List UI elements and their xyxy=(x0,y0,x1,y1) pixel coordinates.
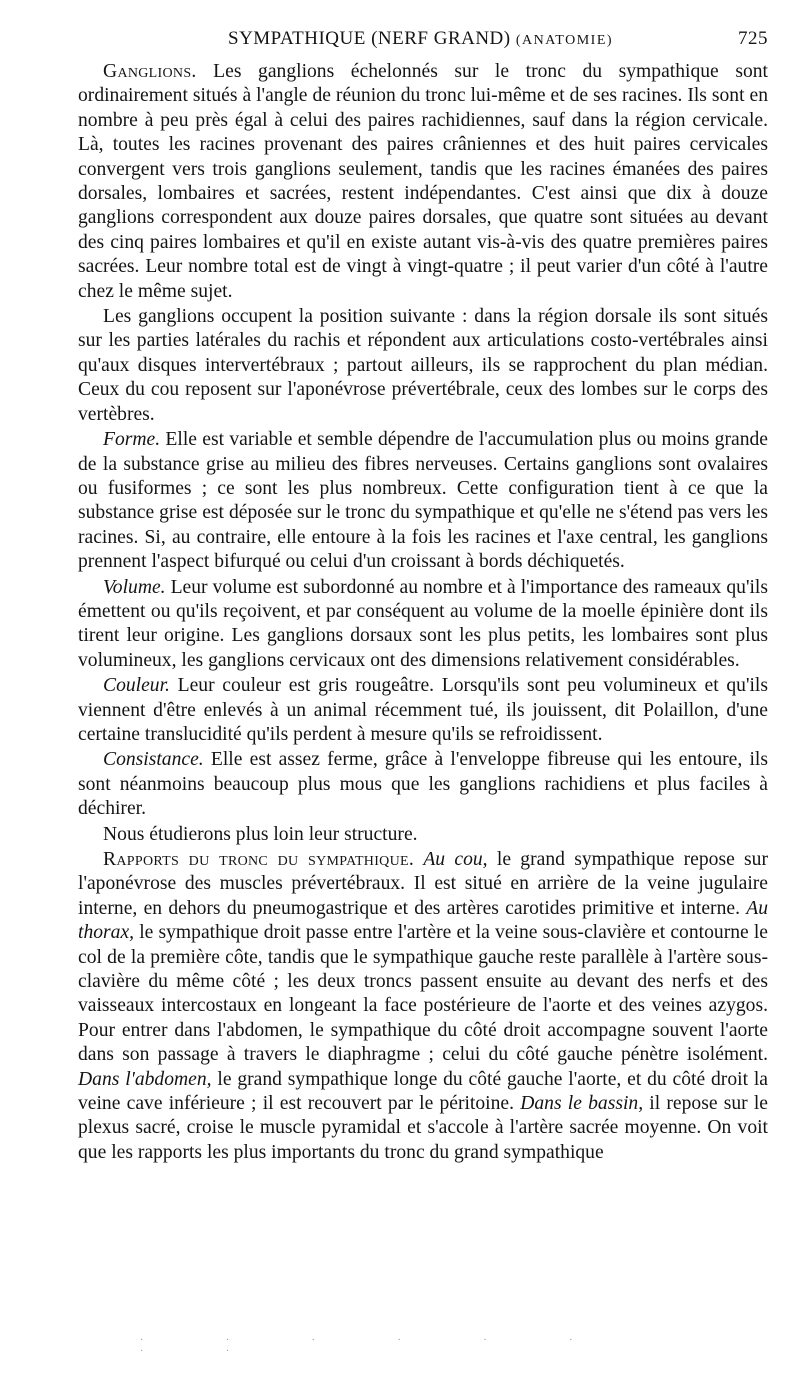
paragraph-structure xyxy=(78,823,768,847)
paragraph-text: Leur volume est subordonné au nombre et à l'importance des rameaux qu'ils émettent ou qu'ils reçoivent, et par conséquent au volume de la moelle épinière dont ils tirent leur origine. Les ganglions dorsaux sont les plus petits, les lombaires sont plus volumineux, les ganglions cervicaux ont des dimensions relativement considérables. xyxy=(78,576,768,671)
inline-lead-cou: Au cou, xyxy=(423,849,488,870)
paragraph-volume xyxy=(78,576,768,674)
subsection-lead: Couleur. xyxy=(103,675,170,697)
header-title: SYMPATHIQUE (NERF GRAND) xyxy=(228,28,511,49)
paragraph-text: Les ganglions occupent la position suivante : dans la région dorsale ils sont situés sur les parties latérales du rachis et répondent aux articulations costo-vertébrales ainsi qu'aux disques intervertébraux ; partout ailleurs, ils se rapprochent du plan médian. Ceux du cou reposent sur l'aponévrose prévertébrale, ceux des lombes sur le corps des vertèbres. xyxy=(78,306,768,425)
paragraph-text: le sympathique droit passe entre l'artère et la veine sous-clavière et contourne le col de la première côte, tandis que le sympathique gauche reste parallèle à l'artère sous-clavière du même côté ; les deux troncs passent ensuite au devant des nerfs et des vaisseaux intercostaux en longeant la face postérieure de l'aorte et des veines azygos. Pour entrer dans l'abdomen, le sympathique du côté droit accompagne souvent l'aorte dans son passage à travers le diaphragme ; celui du côté gauche pénètre isolément. xyxy=(78,922,768,1066)
running-header xyxy=(78,28,768,58)
header-title-group xyxy=(228,28,613,50)
inline-lead-bassin: Dans le bassin, xyxy=(520,1093,644,1115)
paragraph-text: Elle est assez ferme, grâce à l'enveloppe fibreuse qui les entoure, ils sont néanmoins beaucoup plus mous que les ganglions rachidiens et plus faciles à déchirer. xyxy=(78,749,768,820)
paragraph-text: Les ganglions échelonnés sur le tronc du sympathique sont ordinairement situés à l'angle de réunion du tronc lui-même et de ses racines. Ils sont en nombre à peu près égal à celui des paires rachidiennes, sauf dans la région cervicale. Là, toutes les racines provenant des paires crâniennes et des huit paires cervicales convergent vers trois ganglions seulement, tandis que les racines émanées des paires dorsales, lombaires et sacrées, restent indépendantes. C'est ainsi que dix à douze ganglions correspondent aux douze paires dorsales, que quatre sont situées au devant des cinq paires lombaires et qu'il en existe autant vis-à-vis des quatre premières paires sacrées. Leur nombre total est de vingt à vingt-quatre ; il peut varier d'un côté à l'autre chez le même sujet. xyxy=(78,61,768,302)
inline-lead-abdomen: Dans l'abdomen, xyxy=(78,1068,212,1090)
paragraph-text: Nous étudierons plus loin leur structure. xyxy=(103,823,418,845)
body-text xyxy=(78,60,768,1165)
subsection-lead: Volume. xyxy=(103,576,166,598)
paragraph-rapports xyxy=(78,848,768,1165)
paragraph-text: Leur couleur est gris rougeâtre. Lorsqu'ils sont peu volumineux et qu'ils viennent d'être enlevés à un animal récemment tué, ils jouissent, dit Polaillon, d'une certaine translucidité qu'ils perdent à mesure qu'ils se refroidissent. xyxy=(78,675,768,745)
paragraph-ganglions xyxy=(78,60,768,304)
paragraph-text: Elle est variable et semble dépendre de l'accumulation plus ou moins grande de la substance grise au milieu des fibres nerveuses. Certains ganglions sont ovalaires ou fusiformes ; ce sont les plus nombreux. Cette configuration tient à ce que la substance grise est déposée sur le tronc du sympathique et qu'elle ne s'étend pas vers les racines. Si, au contraire, elle entoure à la fois les racines et l'axe central, les ganglions prennent l'aspect bifurqué ou celui d'un croissant à bords déchiquetés. xyxy=(78,429,768,573)
section-lead: Rapports du tronc du sympathique. xyxy=(103,849,415,870)
paragraph-text: il repose sur le plexus sacré, croise le muscle pyramidal et s'accole à l'artère sacrée moyenne. On voit que les rapports les plus importants du tronc du grand sympathique xyxy=(78,1093,768,1163)
inline-lead-thorax: Au thorax, xyxy=(78,897,768,944)
section-lead: Ganglions. xyxy=(103,61,197,82)
header-subtitle: (ANATOMIE) xyxy=(515,33,614,48)
subsection-lead: Consistance. xyxy=(103,749,204,771)
paragraph-couleur xyxy=(78,674,768,747)
paragraph-text: le grand sympathique longe du côté gauche l'aorte, et du côté droit la veine cave inférieure ; il est recouvert par le péritoine. xyxy=(78,1068,768,1115)
paragraph-position xyxy=(78,305,768,427)
subsection-lead: Forme. xyxy=(103,429,161,451)
page-number: 725 xyxy=(738,28,768,49)
paragraph-forme xyxy=(78,428,768,574)
print-specks: · · · · · · · · xyxy=(140,1335,613,1357)
paragraph-consistance xyxy=(78,748,768,821)
paragraph-text: le grand sympathique repose sur l'aponévrose des muscles prévertébraux. Il est situé en arrière de la veine jugulaire interne, en dehors du pneumogastrique et des artères carotides primitive et interne. xyxy=(78,849,768,919)
